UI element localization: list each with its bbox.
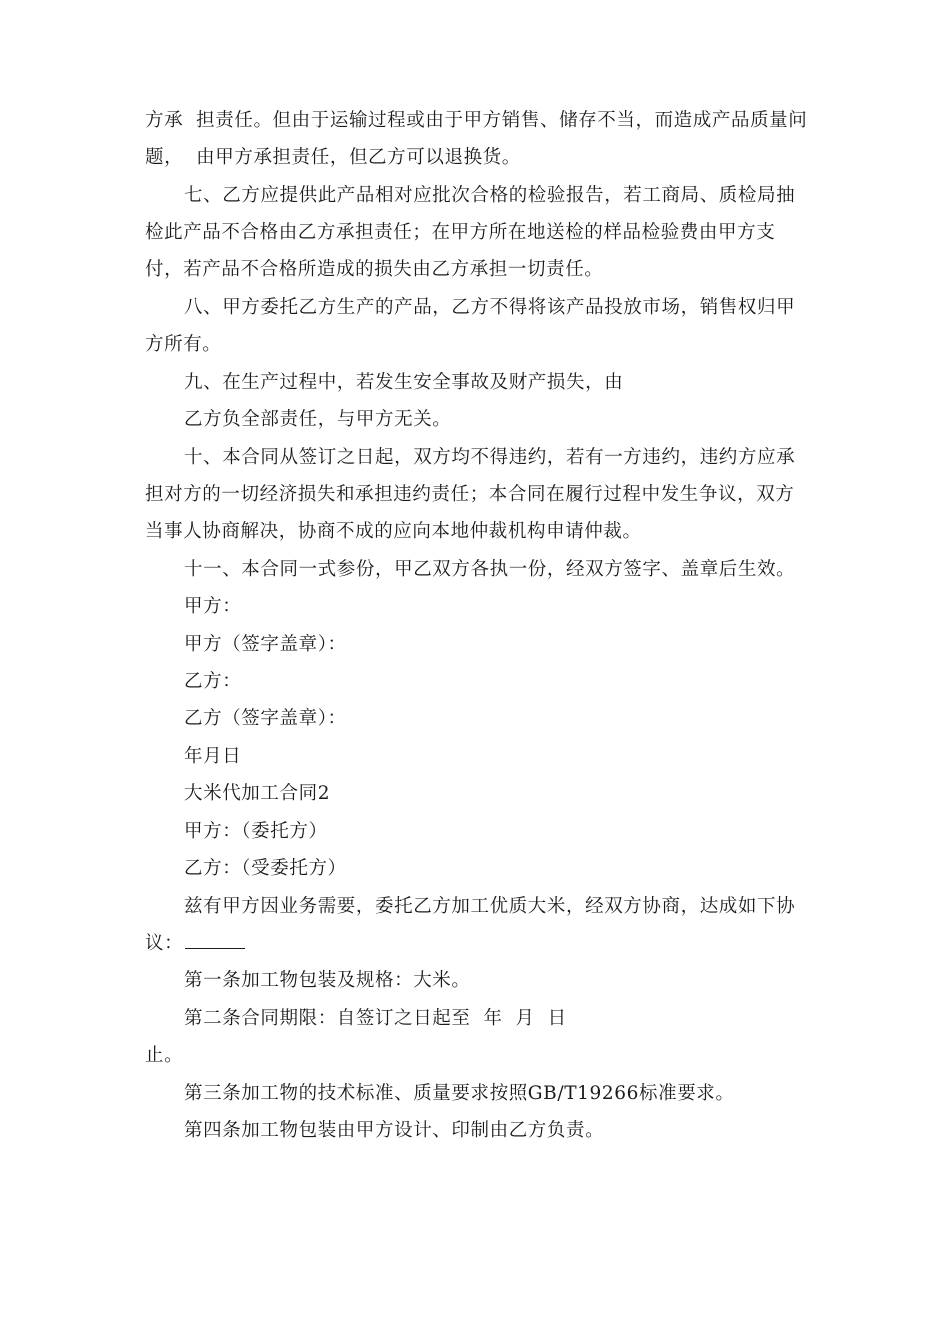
agreement-label: 议：	[145, 933, 184, 954]
party-a-client-label: 甲方：（委托方）	[184, 821, 328, 842]
article-4-line: 第四条加工物包装由甲方设计、印制由乙方负责。	[184, 1120, 605, 1141]
contract-2-title: 大米代加工合同2	[184, 783, 331, 804]
date-label: 年月日	[184, 746, 242, 767]
paragraph-7-line: 七、乙方应提供此产品相对应批次合格的检验报告，若工商局、质检局抽	[184, 185, 796, 206]
text-line: 题， 由甲方承担责任，但乙方可以退换货。	[145, 147, 521, 168]
article-1-line: 第一条加工物包装及规格：大米。	[184, 970, 471, 991]
party-b-label: 乙方：	[184, 671, 242, 692]
paragraph-8-line: 八、甲方委托乙方生产的产品，乙方不得将该产品投放市场，销售权归甲	[184, 297, 796, 318]
text-line: 担对方的一切经济损失和承担违约责任；本合同在履行过程中发生争议，双方	[145, 484, 795, 505]
text-line: 方所有。	[145, 334, 222, 355]
paragraph-10-line: 十、本合同从签订之日起，双方均不得违约，若有一方违约，违约方应承	[184, 447, 796, 468]
party-b-contractor-label: 乙方：（受委托方）	[184, 858, 347, 879]
paragraph-9-line: 九、在生产过程中，若发生安全事故及财产损失，由	[184, 372, 624, 393]
party-b-signature-label: 乙方（签字盖章）：	[184, 708, 347, 729]
text-line: 检此产品不合格由乙方承担责任；在甲方所在地送检的样品检验费由甲方支	[145, 222, 776, 243]
blank-underline	[185, 932, 245, 949]
text-line: 乙方负全部责任，与甲方无关。	[184, 409, 452, 430]
text-line: 当事人协商解决，协商不成的应向本地仲裁机构申请仲裁。	[145, 521, 642, 542]
text-line: 方承 担责任。但由于运输过程或由于甲方销售、储存不当，而造成产品质量问	[145, 110, 808, 131]
party-a-label: 甲方：	[184, 596, 242, 617]
article-2-line: 第二条合同期限：自签订之日起至 年 月 日	[184, 1008, 567, 1029]
party-a-signature-label: 甲方（签字盖章）：	[184, 634, 347, 655]
preamble-continuation	[145, 932, 245, 956]
paragraph-11-line: 十一、本合同一式参份，甲乙双方各执一份，经双方签字、盖章后生效。	[184, 559, 796, 580]
article-3-line: 第三条加工物的技术标准、质量要求按照GB/T19266标准要求。	[184, 1083, 735, 1104]
text-line: 止。	[145, 1045, 184, 1066]
text-line: 付，若产品不合格所造成的损失由乙方承担一切责任。	[145, 259, 604, 280]
preamble-line: 兹有甲方因业务需要，委托乙方加工优质大米，经双方协商，达成如下协	[184, 896, 796, 917]
